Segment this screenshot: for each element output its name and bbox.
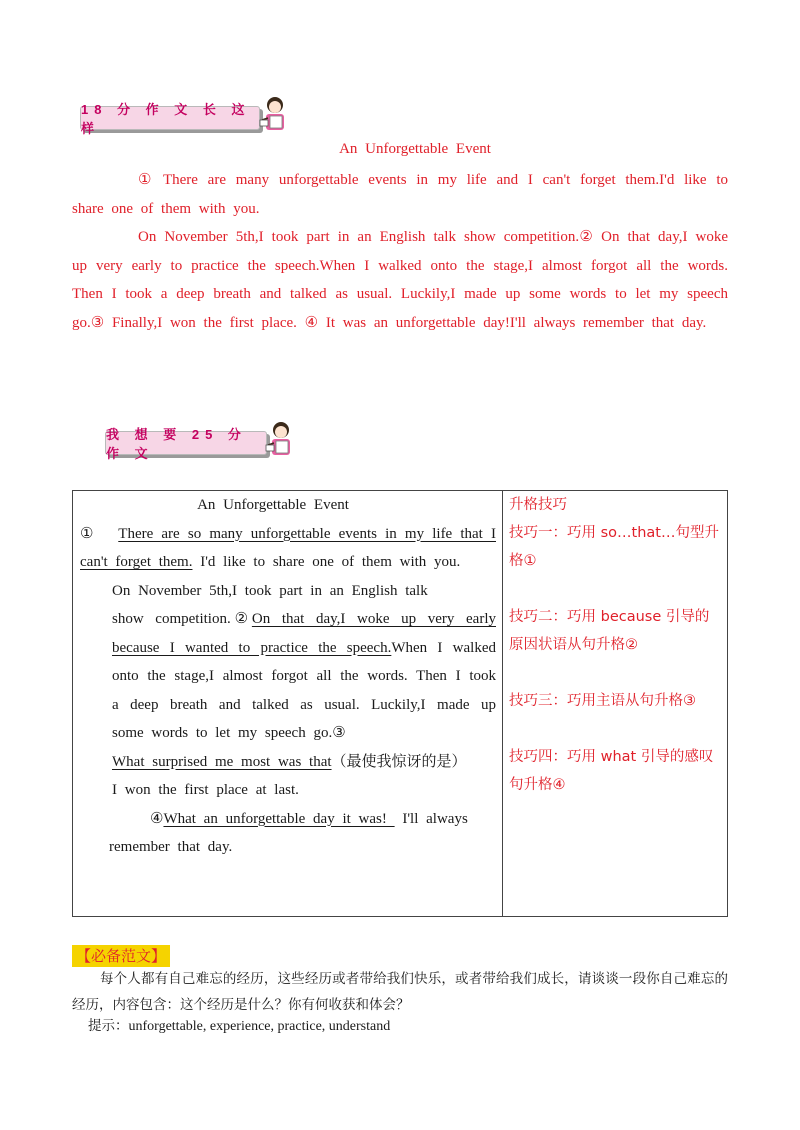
girl-mascot-icon: [258, 94, 292, 134]
upgrade-sentence-1: There are so many unforgettable events in my life that I can't forget them.: [80, 525, 496, 570]
tip-3: 技巧三：巧用主语从句升格③: [509, 693, 696, 709]
hint-line: [88, 1014, 390, 1035]
essay-18-title: An Unforgettable Event: [339, 141, 491, 157]
essay-18-body: [72, 166, 728, 337]
tip-1: 技巧一：巧用 so…that…句型升格①: [509, 525, 719, 569]
essay-25-paragraph-1: ① There are so many unforgettable events in my life that I can't forget them. I'd like to share one of them with you.: [80, 525, 496, 570]
essay-18-paragraph-1: ① There are many unforgettable events in my life and I can't forget them.I'd like to share one of them with you.: [72, 172, 728, 217]
essay-upgrade-table: [72, 490, 728, 917]
essay-25-paragraph-2: show competition.②On that day,I woke up very early because I wanted to practice the speech.When I walked onto the stage,I almost forgot all the words. Then I took a deep breath and talked as usual. Luckily,I made up some words to let my speech go.③: [112, 611, 496, 741]
essay-25-line: remember that day.: [109, 839, 233, 855]
tips-heading: 升格技巧: [509, 497, 567, 513]
essay-25-cell: [73, 491, 503, 917]
tip-4-cont: 句升格④: [509, 777, 566, 793]
banner-label: 我 想 要 25 分 作 文: [106, 427, 247, 461]
upgrade-sentence-4: What an unforgettable day it was!: [163, 810, 395, 827]
section-title: 【必备范文】: [72, 945, 170, 967]
hint-label: 提示：: [88, 1018, 129, 1034]
tips-cell: [503, 491, 728, 917]
banner-label: 18 分 作 文 长 这 样: [81, 102, 251, 136]
writing-prompt: 每个人都有自己难忘的经历，这些经历或者带给我们快乐，或者带给我们成长，请谈谈一段你自己难忘的经历，内容包含：这个经历是什么？你有何收获和体会？: [72, 971, 728, 1013]
girl-mascot-icon: [264, 419, 298, 459]
essay-25-line: On November 5th,I took part in an English talk: [112, 582, 428, 599]
upgrade-sentence-3: What surprised me most was that: [112, 753, 332, 770]
essay-25-title: An Unforgettable Event: [197, 497, 349, 513]
upgrade-sentence-2: On that day,I woke up very early because I wanted to practice the speech.: [112, 611, 496, 656]
essay-18-paragraph-2: On November 5th,I took part in an English talk show competition.② On that day,I woke up very early to practice the speech.When I walked onto the stage,I almost forgot all the words. Then I took a deep breath and talked as usual. Luckily,I made up some words to let my speech go.③ Finally,I won the first place. ④ It was an unforgettable day!I'll always remember that day.: [72, 229, 728, 331]
hint-words: unforgettable, experience, practice, understand: [128, 1019, 391, 1034]
essay-25-line: I won the first place at last.: [112, 782, 299, 798]
section-banner-18: [80, 102, 260, 136]
tip-4: 技巧四：巧用 what 引导的感叹: [509, 749, 714, 765]
tip-2: 技巧二：巧用 because 引导的原因状语从句升格②: [509, 609, 710, 653]
essay-25-line: ④What an unforgettable day it was! I'll always: [150, 810, 468, 827]
section-banner-25: [105, 427, 267, 461]
essay-25-line: What surprised me most was that（最使我惊讶的是）: [112, 753, 467, 770]
